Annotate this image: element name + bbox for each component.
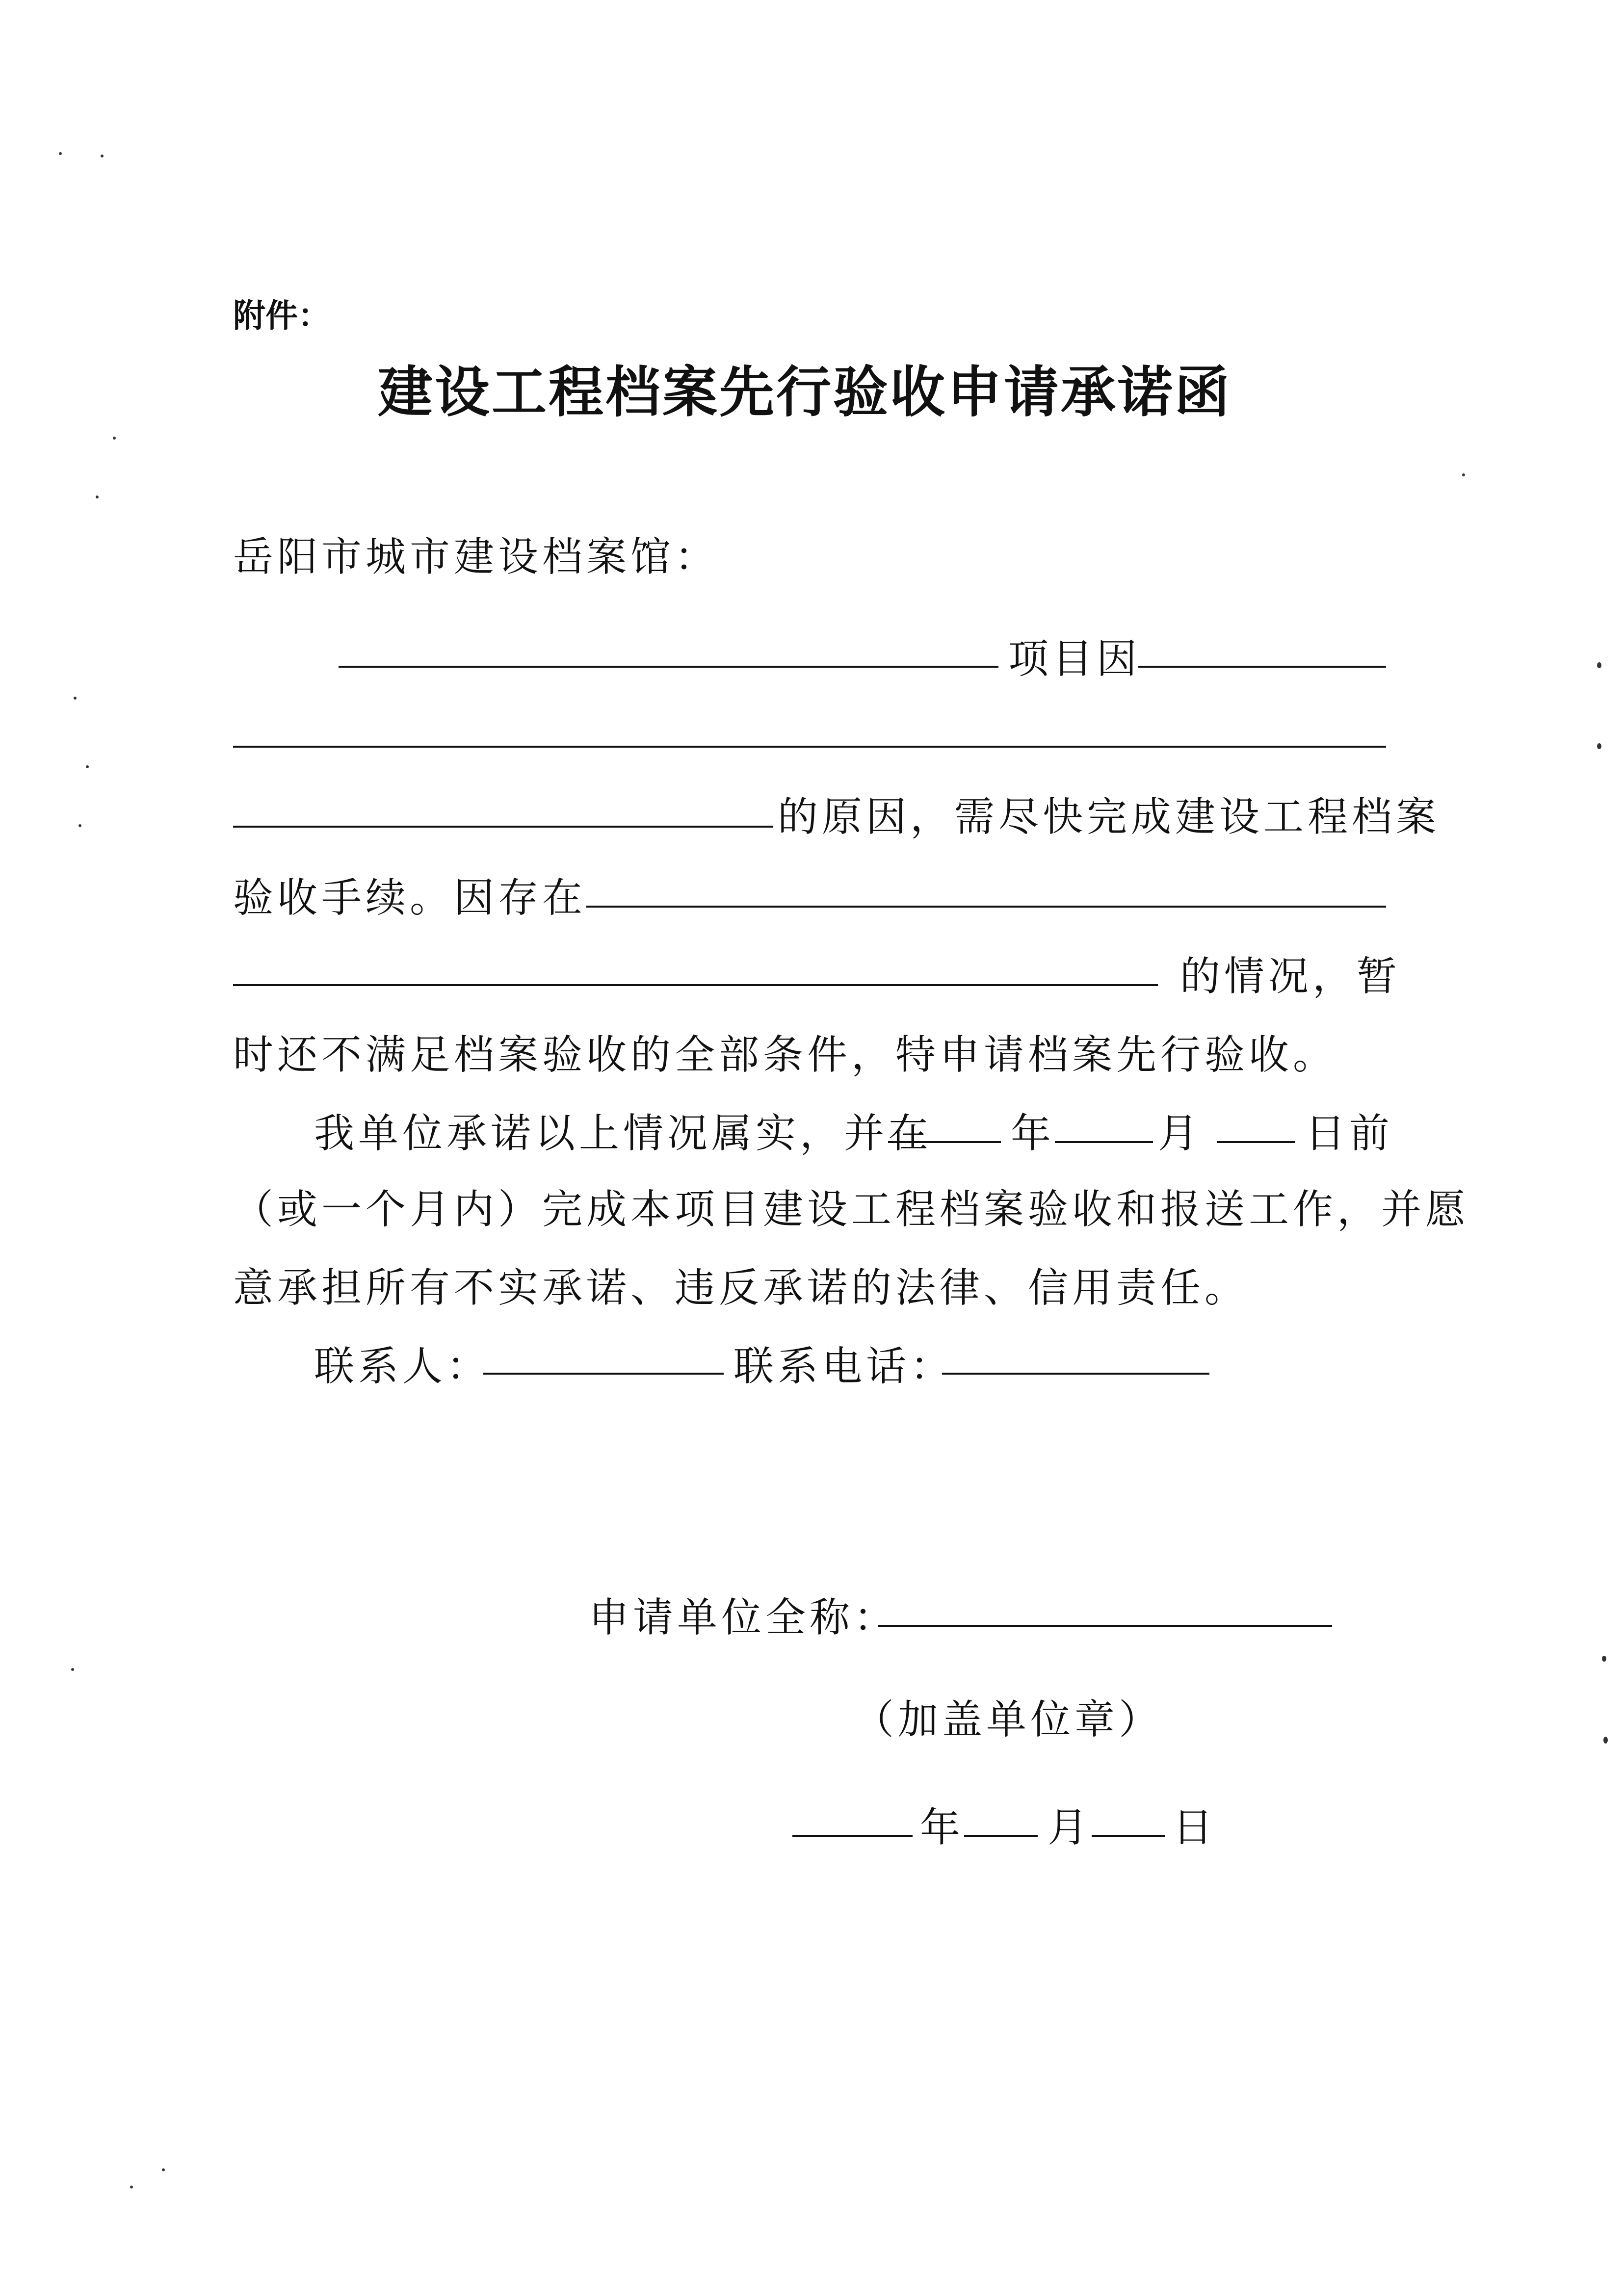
contact-phone-blank[interactable] bbox=[942, 1373, 1209, 1375]
scan-speck bbox=[130, 2186, 133, 2189]
contact-person-label: 联系人： bbox=[314, 1343, 491, 1390]
reason-blank-1[interactable] bbox=[1138, 666, 1386, 668]
scan-speck bbox=[1603, 1737, 1608, 1744]
promise-month-blank[interactable] bbox=[1055, 1141, 1153, 1143]
scan-speck bbox=[86, 765, 89, 768]
promise-day-blank[interactable] bbox=[1217, 1141, 1295, 1143]
scan-speck bbox=[79, 824, 81, 827]
promise-year-blank[interactable] bbox=[888, 1141, 1001, 1143]
reason-blank-3[interactable] bbox=[233, 826, 773, 828]
sign-day-blank[interactable] bbox=[1092, 1835, 1165, 1837]
contact-person-blank[interactable] bbox=[483, 1373, 724, 1375]
sign-year-blank[interactable] bbox=[792, 1835, 913, 1837]
document-title: 建设工程档案先行验收申请承诺函 bbox=[378, 360, 1231, 424]
promise-day-label: 日前 bbox=[1305, 1110, 1394, 1157]
scan-speck bbox=[71, 1668, 74, 1671]
promise-month-label: 月 bbox=[1158, 1110, 1203, 1157]
scan-speck bbox=[113, 437, 116, 440]
sign-year-label: 年 bbox=[920, 1804, 965, 1851]
project-name-blank[interactable] bbox=[339, 666, 998, 668]
scan-speck bbox=[74, 697, 77, 700]
situation-text: 的情况，暂 bbox=[1180, 953, 1401, 1000]
applicant-unit-blank[interactable] bbox=[878, 1625, 1332, 1627]
seal-note: （加盖单位章） bbox=[854, 1696, 1163, 1743]
scan-speck bbox=[59, 152, 62, 155]
sign-month-label: 月 bbox=[1048, 1804, 1092, 1851]
scan-speck bbox=[1462, 473, 1465, 476]
scan-speck bbox=[1597, 662, 1601, 668]
scan-speck bbox=[162, 2168, 165, 2171]
scan-speck bbox=[96, 495, 99, 498]
reason-text: 的原因，需尽快完成建设工程档案 bbox=[778, 794, 1441, 840]
deadline-text: （或一个月内）完成本项目建设工程档案验收和报送工作，并愿 bbox=[233, 1186, 1470, 1233]
promise-text: 我单位承诺以上情况属实，并在 bbox=[314, 1110, 933, 1157]
liability-text: 意承担所有不实承诺、违反承诺的法律、信用责任。 bbox=[233, 1265, 1249, 1311]
reason-blank-2[interactable] bbox=[233, 746, 1386, 748]
promise-year-label: 年 bbox=[1011, 1110, 1055, 1157]
sign-month-blank[interactable] bbox=[964, 1835, 1038, 1837]
scan-speck bbox=[1602, 1656, 1606, 1662]
condition-text: 时还不满足档案验收的全部条件，特申请档案先行验收。 bbox=[233, 1032, 1337, 1078]
situation-blank-1[interactable] bbox=[586, 906, 1386, 908]
addressee: 岳阳市城市建设档案馆： bbox=[233, 534, 719, 580]
sign-day-label: 日 bbox=[1173, 1804, 1217, 1851]
contact-phone-label: 联系电话： bbox=[733, 1343, 955, 1390]
scan-speck bbox=[1597, 743, 1601, 749]
scan-speck bbox=[101, 155, 104, 157]
project-label: 项目因 bbox=[1008, 636, 1141, 682]
situation-blank-2[interactable] bbox=[233, 984, 1158, 986]
exist-text: 验收手续。因存在 bbox=[233, 875, 587, 921]
attachment-label: 附件： bbox=[233, 297, 330, 335]
applicant-unit-label: 申请单位全称： bbox=[589, 1594, 898, 1641]
